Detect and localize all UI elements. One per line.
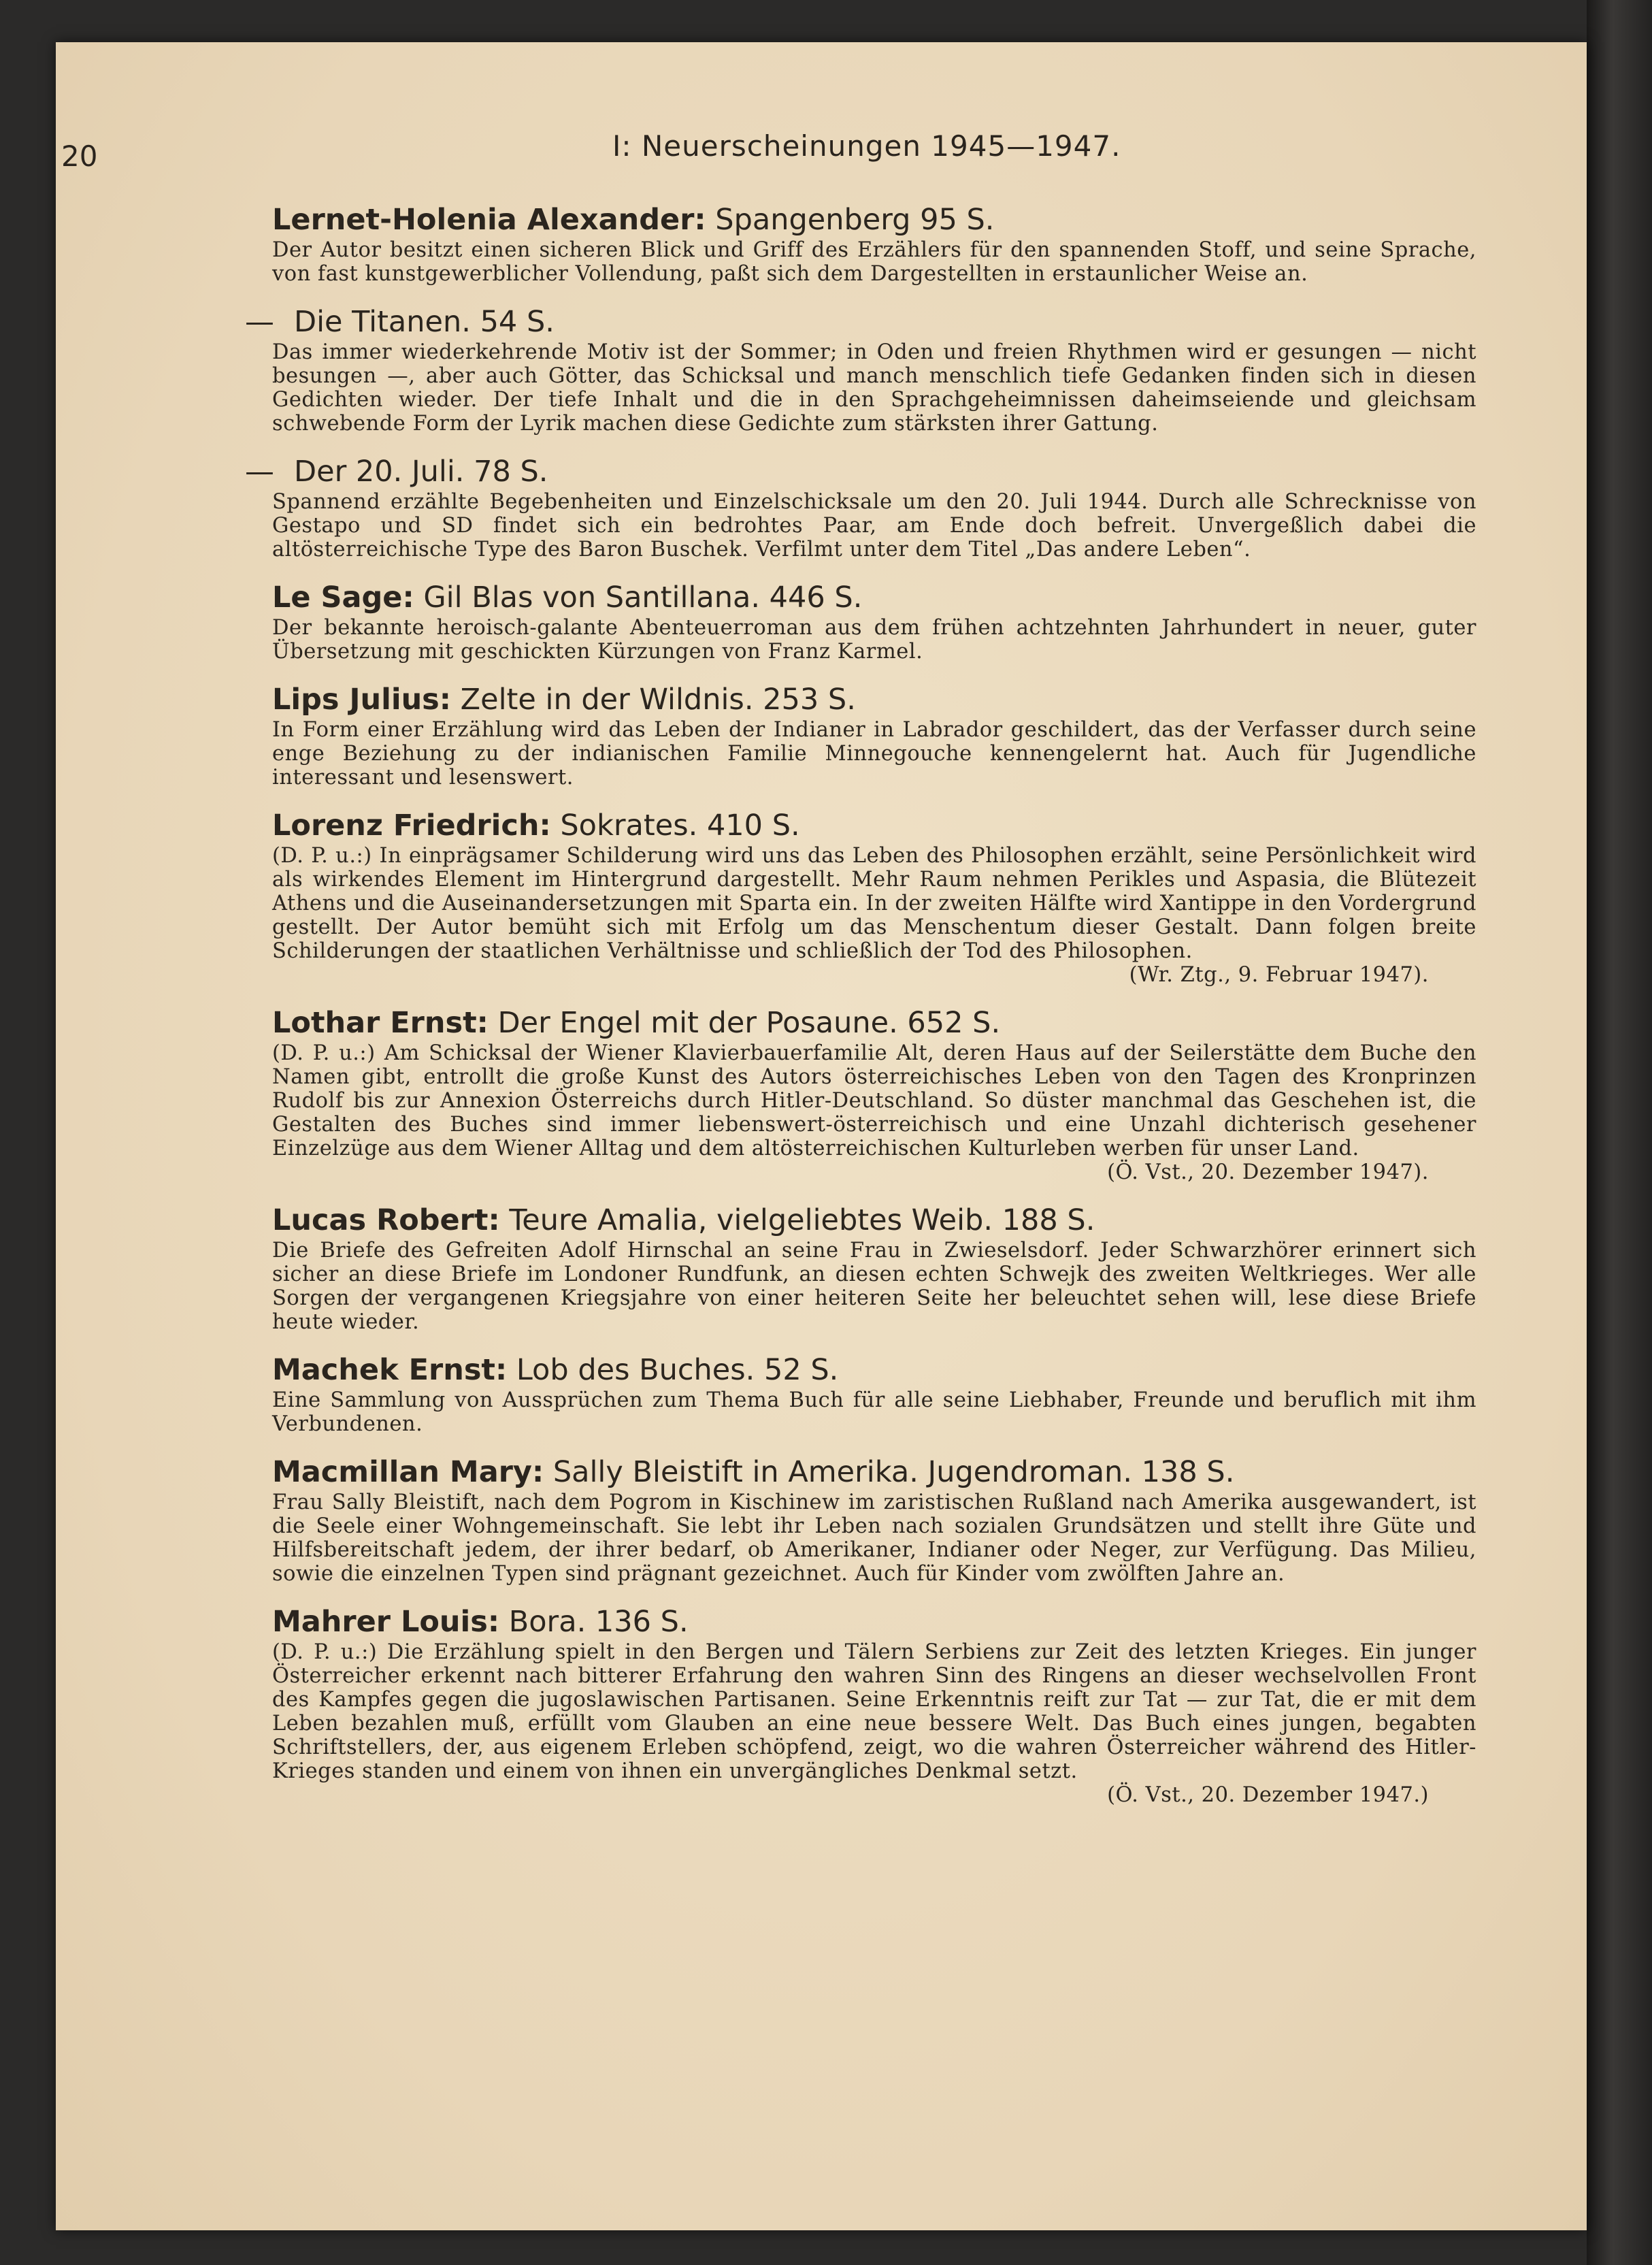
entry-title: Sokrates. 410 S. bbox=[560, 809, 800, 843]
entry-description-text: Der Autor besitzt einen sicheren Blick und Griff des Erzählers für den spannenden Stoff, und seine Sprache, von fast kunstgewerblicher Vollendung, paßt sich dem Dargestellten in erstaunlicher Weise an. bbox=[272, 238, 1476, 286]
entry-heading bbox=[245, 305, 1476, 339]
entry-description-text: Frau Sally Bleistift, nach dem Pogrom in Kischinew im zaristischen Rußland nach Amerika ausgewandert, ist die Seele einer Wohngemeinschaft. Sie lebt ihr Leben nach sozialen Grundsätzen und stellt ihre Güte und Hilfsbereitschaft jedem, der ihrer bedarf, ob Amerikaner, Indianer oder Neger, zur Verfügung. Das Milieu, sowie die einzelnen Typen sind prägnant gezeichnet. Auch für Kinder vom zwölften Jahre an. bbox=[272, 1490, 1476, 1586]
entry-description bbox=[272, 1640, 1476, 1783]
book-entry bbox=[245, 455, 1476, 561]
entry-list bbox=[245, 203, 1476, 1826]
book-entry bbox=[272, 1203, 1476, 1334]
entry-heading bbox=[272, 1203, 1476, 1237]
entry-description bbox=[272, 340, 1476, 436]
book-entry bbox=[272, 1006, 1476, 1184]
entry-description bbox=[272, 238, 1476, 286]
entry-author: Lernet-Holenia Alexander: bbox=[272, 203, 706, 237]
entry-heading bbox=[272, 683, 1476, 717]
entry-description bbox=[272, 490, 1476, 561]
book-entry bbox=[272, 581, 1476, 664]
running-title: I: Neuerscheinungen 1945—1947. bbox=[612, 129, 1121, 163]
entry-title: Der 20. Juli. 78 S. bbox=[294, 455, 548, 489]
entry-description-text: Der bekannte heroisch-galante Abenteuerroman aus dem frühen achtzehnten Jahrhundert in neuer, guter Übersetzung mit geschickten Kürzungen von Franz Karmel. bbox=[272, 616, 1476, 664]
book-entry bbox=[272, 203, 1476, 286]
entry-heading bbox=[272, 581, 1476, 615]
page-number: 20 bbox=[61, 140, 98, 173]
entry-description bbox=[272, 1490, 1476, 1586]
entry-author: Macmillan Mary: bbox=[272, 1455, 544, 1489]
entry-author: Lothar Ernst: bbox=[272, 1006, 489, 1040]
entry-source: (Ö. Vst., 20. Dezember 1947). bbox=[1107, 1160, 1429, 1184]
entry-title: Zelte in der Wildnis. 253 S. bbox=[460, 683, 856, 717]
entry-description bbox=[272, 1041, 1476, 1160]
entry-heading bbox=[245, 455, 1476, 489]
entry-author: Machek Ernst: bbox=[272, 1353, 508, 1387]
entry-title: Teure Amalia, vielgeliebtes Weib. 188 S. bbox=[509, 1203, 1095, 1237]
entry-title: Spangenberg 95 S. bbox=[715, 203, 995, 237]
book-entry bbox=[272, 1605, 1476, 1807]
entry-description bbox=[272, 1388, 1476, 1436]
book-spine bbox=[1587, 0, 1652, 2265]
repeat-author-dash: — bbox=[245, 455, 274, 489]
entry-author: Lips Julius: bbox=[272, 683, 451, 717]
entry-description-text: Eine Sammlung von Aussprüchen zum Thema Buch für alle seine Liebhaber, Freunde und beruflich mit ihm Verbundenen. bbox=[272, 1388, 1476, 1436]
entry-author: Mahrer Louis: bbox=[272, 1605, 500, 1639]
entry-description-text: (D. P. u.:) Am Schicksal der Wiener Klavierbauerfamilie Alt, deren Haus auf der Seilerstätte dem Buche den Namen gibt, entrollt die große Kunst des Autors österreichisches Leben von den Tagen des Kronprinzen Rudolf bis zur Annexion Österreichs durch Hitler-Deutschland. So düster manchmal das Geschehen ist, die Gestalten des Buches sind immer liebenswert-österreichisch und eine Unzahl dichterisch gesehener Einzelzüge aus dem Wiener Alltag und dem altösterreichischen Kulturleben werben für unser Land. bbox=[272, 1041, 1476, 1160]
repeat-author-dash: — bbox=[245, 305, 274, 339]
entry-description bbox=[272, 1239, 1476, 1334]
entry-author: Lorenz Friedrich: bbox=[272, 809, 551, 843]
entry-source: (Ö. Vst., 20. Dezember 1947.) bbox=[1107, 1783, 1429, 1807]
entry-description-text: Das immer wiederkehrende Motiv ist der Sommer; in Oden und freien Rhythmen wird er gesungen — nicht besungen —, aber auch Götter, das Schicksal und manch menschlich tiefe Gedanken finden sich in diesen Gedichten wieder. Der tiefe Inhalt und die in den Sprachgeheimnissen daheimseiende und gleichsam schwebende Form der Lyrik machen diese Gedichte zum stärksten ihrer Gattung. bbox=[272, 340, 1476, 436]
entry-description-text: Spannend erzählte Begebenheiten und Einzelschicksale um den 20. Juli 1944. Durch alle Schrecknisse von Gestapo und SD findet sich ein bedrohtes Paar, am Ende doch befreit. Unvergeßlich dabei die altösterreichische Type des Baron Buschek. Verfilmt unter dem Titel „Das andere Leben“. bbox=[272, 490, 1476, 561]
entry-heading bbox=[272, 1006, 1476, 1040]
entry-title: Der Engel mit der Posaune. 652 S. bbox=[497, 1006, 1001, 1040]
entry-description bbox=[272, 844, 1476, 963]
entry-title: Sally Bleistift in Amerika. Jugendroman. 138 S. bbox=[552, 1455, 1235, 1489]
entry-heading bbox=[272, 203, 1476, 237]
book-entry bbox=[245, 305, 1476, 436]
entry-heading bbox=[272, 1455, 1476, 1489]
book-entry bbox=[272, 683, 1476, 789]
book-entry bbox=[272, 1455, 1476, 1586]
entry-description-text: (D. P. u.:) In einprägsamer Schilderung wird uns das Leben des Philosophen erzählt, seine Persönlichkeit wird als wirkendes Element im Hintergrund dargestellt. Mehr Raum nehmen Perikles und Aspasia, die Blütezeit Athens und die Auseinandersetzungen mit Sparta ein. In der zweiten Hälfte wird Xantippe in den Vordergrund gestellt. Der Autor bemüht sich mit Erfolg um das Menschentum dieser Gestalt. Dann folgen breite Schilderungen der staatlichen Verhältnisse und schließlich der Tod des Philosophen. bbox=[272, 844, 1476, 963]
entry-author: Lucas Robert: bbox=[272, 1203, 500, 1237]
entry-title: Die Titanen. 54 S. bbox=[294, 305, 555, 339]
entry-title: Gil Blas von Santillana. 446 S. bbox=[423, 581, 863, 615]
entry-heading bbox=[272, 809, 1476, 843]
entry-source: (Wr. Ztg., 9. Februar 1947). bbox=[1129, 963, 1429, 987]
entry-description bbox=[272, 718, 1476, 789]
entry-title: Lob des Buches. 52 S. bbox=[516, 1353, 839, 1387]
entry-description-text: In Form einer Erzählung wird das Leben der Indianer in Labrador geschildert, das der Verfasser durch seine enge Beziehung zu der indianischen Familie Minnegouche kennengelernt hat. Auch für Jugendliche interessant und lesenswert. bbox=[272, 718, 1476, 789]
book-entry bbox=[272, 1353, 1476, 1436]
entry-heading bbox=[272, 1605, 1476, 1639]
entry-description bbox=[272, 616, 1476, 664]
entry-description-text: (D. P. u.:) Die Erzählung spielt in den Bergen und Tälern Serbiens zur Zeit des letzten Krieges. Ein junger Österreicher erkennt nach bitterer Erfahrung den wahren Sinn des Ringens an dieser wechselvollen Front des Kampfes gegen die jugoslawischen Partisanen. Seine Erkenntnis reift zur Tat — zur Tat, die er mit dem Leben bezahlen muß, erfüllt vom Glauben an eine neue bessere Welt. Das Buch eines jungen, begabten Schriftstellers, der, aus eigenem Erleben schöpfend, zeigt, wo die wahren Österreicher während des Hitler-Krieges standen und einem von ihnen ein unvergängliches Denkmal setzt. bbox=[272, 1640, 1476, 1783]
book-entry bbox=[272, 809, 1476, 987]
entry-description-text: Die Briefe des Gefreiten Adolf Hirnschal an seine Frau in Zwieselsdorf. Jeder Schwarzhörer erinnert sich sicher an diese Briefe im Londoner Rundfunk, an diesen echten Schwejk des zweiten Weltkrieges. Wer alle Sorgen der vergangenen Kriegsjahre von einer heiteren Seite her beleuchtet sehen will, lese diese Briefe heute wieder. bbox=[272, 1239, 1476, 1334]
entry-heading bbox=[272, 1353, 1476, 1387]
entry-author: Le Sage: bbox=[272, 581, 414, 615]
entry-title: Bora. 136 S. bbox=[508, 1605, 689, 1639]
running-header bbox=[225, 129, 1517, 163]
